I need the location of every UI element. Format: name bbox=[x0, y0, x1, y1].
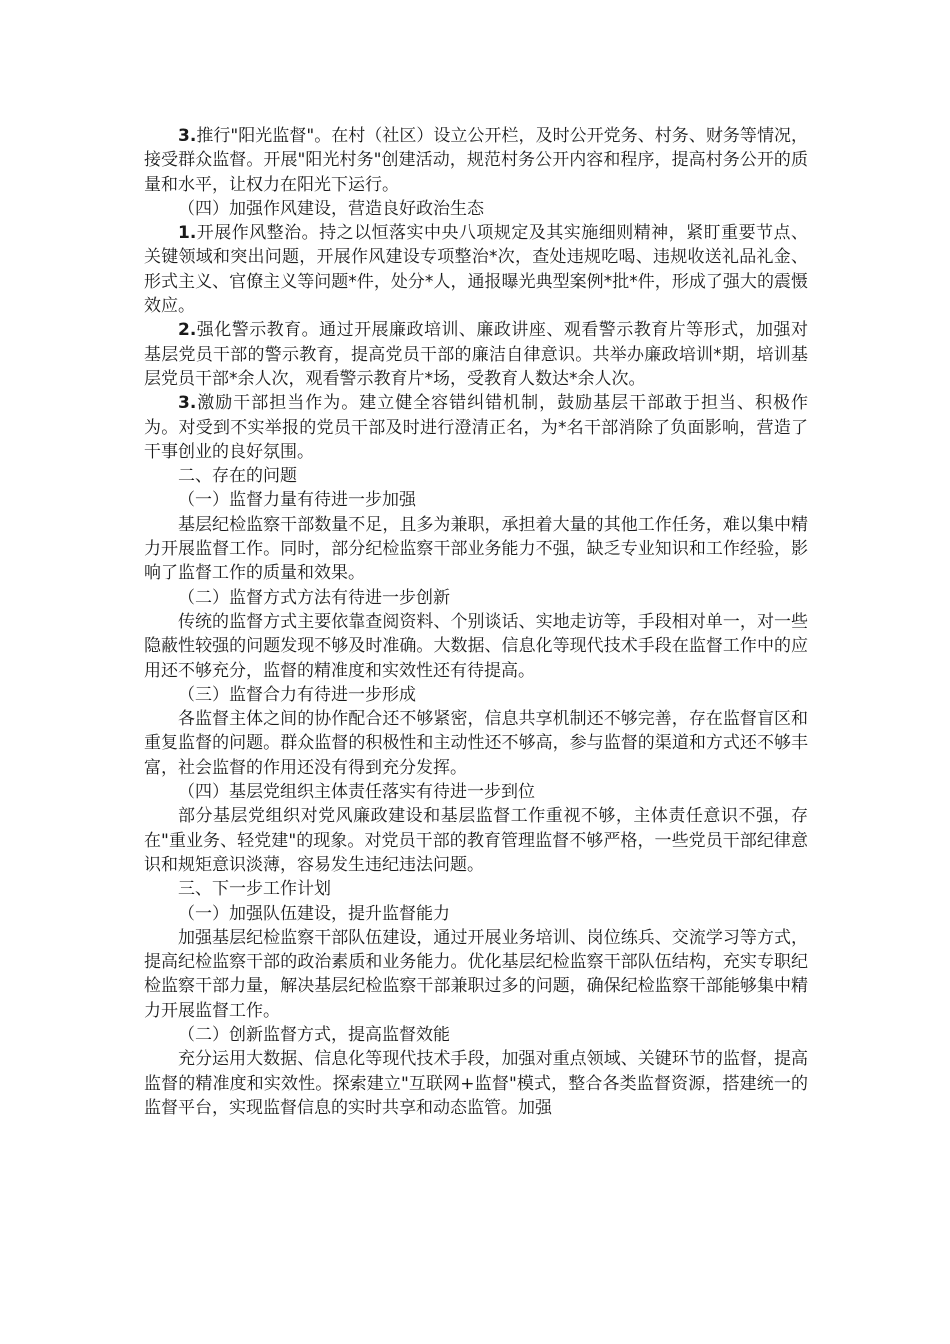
paragraph-text: 各监督主体之间的协作配合还不够紧密，信息共享机制还不够完善，存在监督盲区和重复监督的问题。群众监督的积极性和主动性还不够高，参与监督的渠道和方式还不够丰富，社会监督的作用还没有得到充分发挥。 bbox=[144, 709, 808, 778]
paragraph-3 bbox=[144, 221, 808, 318]
paragraph-text: （一）监督力量有待进一步加强 bbox=[178, 490, 416, 511]
section-heading bbox=[144, 902, 808, 926]
paragraph-text: （二）创新监督方式，提高监督效能 bbox=[178, 1024, 450, 1045]
section-heading bbox=[144, 683, 808, 707]
section-heading bbox=[144, 780, 808, 804]
paragraph-text: 基层纪检监察干部数量不足，且多为兼职，承担着大量的其他工作任务，难以集中精力开展监督工作。同时，部分纪检监察干部业务能力不强，缺乏专业知识和工作经验，影响了监督工作的质量和效果。 bbox=[144, 514, 808, 584]
paragraph-text: （一）加强队伍建设，提升监督能力 bbox=[178, 903, 450, 924]
paragraph-text: （三）监督合力有待进一步形成 bbox=[178, 684, 416, 705]
paragraph-text: 推行"阳光监督"。在村（社区）设立公开栏，及时公开党务、村务、财务等情况，接受群众监督。开展"阳光村务"创建活动，规范村务公开内容和程序，提高村务公开的质量和水平，让权力在阳光下运行。 bbox=[144, 126, 808, 195]
paragraph-1 bbox=[144, 124, 808, 197]
section-heading bbox=[144, 488, 808, 512]
paragraph-text: 强化警示教育。通过开展廉政培训、廉政讲座、观看警示教育片等形式，加强对基层党员干部的警示教育，提高党员干部的廉洁自律意识。共举办廉政培训*期，培训基层党员干部*余人次，观看警示教育片*场，受教育人数达*余人次。 bbox=[144, 320, 808, 389]
paragraph-14 bbox=[144, 804, 808, 877]
paragraph-text: （二）监督方式方法有待进一步创新 bbox=[178, 587, 450, 608]
section-heading bbox=[144, 1023, 808, 1047]
paragraph-10 bbox=[144, 610, 808, 683]
paragraph-text: （四）加强作风建设，营造良好政治生态 bbox=[178, 198, 484, 219]
paragraph-17 bbox=[144, 926, 808, 1023]
chapter-heading bbox=[144, 464, 808, 488]
paragraph-text: 二、存在的问题 bbox=[178, 466, 297, 487]
paragraph-4 bbox=[144, 318, 808, 391]
paragraph-text: （四）基层党组织主体责任落实有待进一步到位 bbox=[178, 782, 535, 803]
item-number: 3. bbox=[178, 126, 197, 146]
paragraph-12 bbox=[144, 707, 808, 780]
paragraph-text: 激励干部担当作为。建立健全容错纠错机制，鼓励基层干部敢于担当、积极作为。对受到不实举报的党员干部及时进行澄清正名，为*名干部消除了负面影响，营造了干事创业的良好氛围。 bbox=[144, 393, 808, 462]
paragraph-text: 充分运用大数据、信息化等现代技术手段，加强对重点领域、关键环节的监督，提高监督的精准度和实效性。探索建立"互联网+监督"模式，整合各类监督资源，搭建统一的监督平台，实现监督信息的实时共享和动态监管。加强 bbox=[144, 1049, 808, 1118]
paragraph-text: 三、下一步工作计划 bbox=[178, 879, 331, 900]
paragraph-19 bbox=[144, 1047, 808, 1120]
chapter-heading bbox=[144, 877, 808, 901]
section-heading bbox=[144, 197, 808, 221]
paragraph-8 bbox=[144, 513, 808, 586]
document-body bbox=[144, 124, 808, 1120]
paragraph-text: 传统的监督方式主要依靠查阅资料、个别谈话、实地走访等，手段相对单一，对一些隐蔽性较强的问题发现不够及时准确。大数据、信息化等现代技术手段在监督工作中的应用还不够充分，监督的精准度和实效性还有待提高。 bbox=[144, 611, 808, 681]
item-number: 1. bbox=[178, 223, 197, 244]
paragraph-text: 开展作风整治。持之以恒落实中央八项规定及其实施细则精神，紧盯重要节点、关键领域和突出问题，开展作风建设专项整治*次，查处违规吃喝、违规收送礼品礼金、形式主义、官僚主义等问题*件，处分*人，通报曝光典型案例*批*件，形成了强大的震慑效应。 bbox=[144, 223, 808, 317]
paragraph-text: 加强基层纪检监察干部队伍建设，通过开展业务培训、岗位练兵、交流学习等方式，提高纪检监察干部的政治素质和业务能力。优化基层纪检监察干部队伍结构，充实专职纪检监察干部力量，解决基层纪检监察干部兼职过多的问题，确保纪检监察干部能够集中精力开展监督工作。 bbox=[144, 927, 808, 1021]
paragraph-text: 部分基层党组织对党风廉政建设和基层监督工作重视不够，主体责任意识不强，存在"重业务、轻党建"的现象。对党员干部的教育管理监督不够严格，一些党员干部纪律意识和规矩意识淡薄，容易发生违纪违法问题。 bbox=[144, 806, 808, 875]
paragraph-5 bbox=[144, 391, 808, 464]
item-number: 3. bbox=[178, 393, 197, 414]
section-heading bbox=[144, 586, 808, 610]
item-number: 2. bbox=[178, 320, 197, 341]
